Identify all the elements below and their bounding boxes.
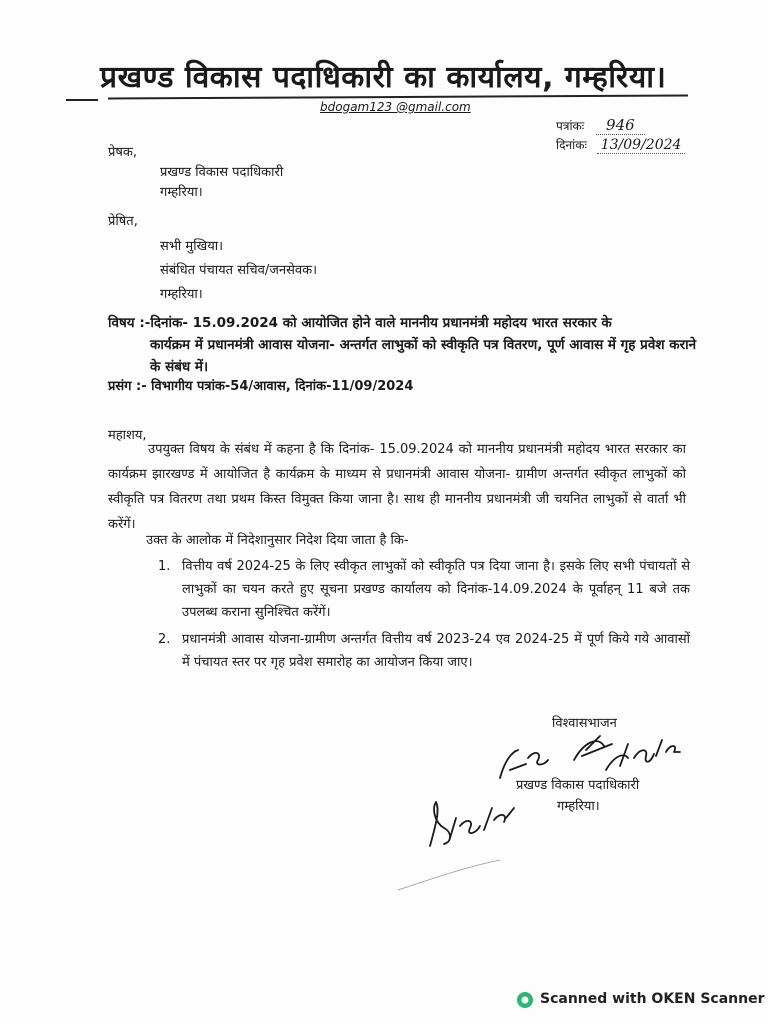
sender-label: प्रेषक, xyxy=(108,145,138,160)
signatory-designation: प्रखण्ड विकास पदाधिकारी xyxy=(516,778,640,793)
recipient-line-1: सभी मुखिया। xyxy=(160,239,224,254)
instruction-number: 2. xyxy=(158,632,171,647)
salutation: महाशय, xyxy=(108,428,147,443)
office-email: bdogam123 @gmail.com xyxy=(320,100,471,114)
sender-line-1: प्रखण्ड विकास पदाधिकारी xyxy=(160,165,284,180)
instruction-number: 1. xyxy=(158,559,171,574)
recipient-label: प्रेषित, xyxy=(108,214,138,229)
instruction-text: प्रधानमंत्री आवास योजना-ग्रामीण अन्तर्गत वित्तीय वर्ष 2023-24 एव 2024-25 में पूर्ण किये गये आवासों में पंचायत स्तर पर गृह प्रवेश समारोह का आयोजन किया जाए। xyxy=(182,632,690,670)
subject-continuation: कार्यक्रम में प्रधानमंत्री आवास योजना- अन्तर्गत लाभुकों को स्वीकृति पत्र वितरण, पूर्ण आवास में गृह प्रवेश कराने के संबंध में। xyxy=(150,337,697,375)
letter-date-label: दिनांकः xyxy=(556,138,587,152)
office-title: प्रखण्ड विकास पदाधिकारी का कार्यालय, गम्हरिया। xyxy=(100,60,667,95)
instruction-lead: उक्त के आलोक में निदेशानुसार निदेश दिया जाता है कि- xyxy=(146,533,409,548)
closing-phrase: विश्वासभाजन xyxy=(552,716,617,731)
recipient-line-2: संबंधित पंचायत सचिव/जनसेवक। xyxy=(160,263,318,278)
instruction-text: वित्तीय वर्ष 2024-25 के लिए स्वीकृत लाभुकों को स्वीकृति पत्र दिया जाना है। इसके लिए सभी पंचायतों से लाभुकों का चयन करते हुए सूचना प्रखण्ड कार्यालय को दिनांक-14.09.2024 के पूर्वाहन् 11 बजे तक उपलब्ध कराना सुनिश्चित करेंगें। xyxy=(182,559,690,620)
letter-date-value: 13/09/2024 xyxy=(597,137,686,154)
letter-number-value: 946 xyxy=(596,116,645,135)
scanner-logo xyxy=(516,991,534,1009)
letter-number-label: पत्रांकः xyxy=(556,119,585,133)
signatory-place: गम्हरिया। xyxy=(557,799,600,814)
sender-line-2: गम्हरिया। xyxy=(160,185,203,200)
reference-line: प्रसंग :- विभागीय पत्रांक-54/आवास, दिनांक-11/09/2024 xyxy=(108,379,414,394)
scanner-watermark: Scanned with OKEN Scanner xyxy=(540,991,765,1007)
subject-first-line: विषय :-दिनांक- 15.09.2024 को आयोजित होने वाले माननीय प्रधानमंत्री महोदय भारत सरकार के xyxy=(108,315,612,331)
recipient-line-3: गम्हरिया। xyxy=(160,287,203,302)
body-paragraph: उपयुक्त विषय के संबंध में कहना है कि दिनांक- 15.09.2024 को माननीय प्रधानमंत्री महोदय भारत सरकार का कार्यक्रम झारखण्ड में आयोजित है कार्यक्रम के माध्यम से प्रधानमंत्री आवास योजना- ग्रामीण अन्तर्गत स्वीकृत लाभुकों को स्वीकृति पत्र वितरण तथा प्रथम किस्त विमुक्त किया जाना है। साथ ही माननीय प्रधानमंत्री जी चयनित लाभुकों से वार्ता भी करेंगें। xyxy=(108,442,686,532)
